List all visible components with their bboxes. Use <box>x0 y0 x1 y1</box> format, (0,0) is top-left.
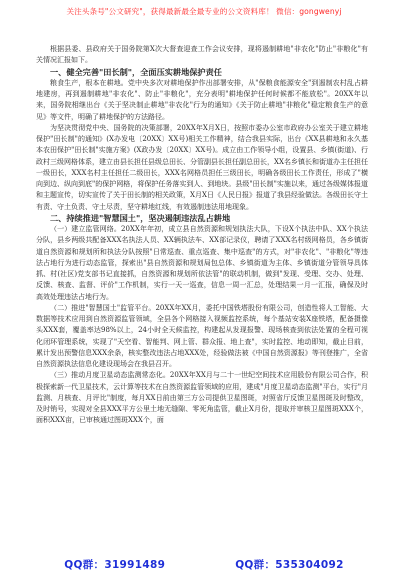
document-body <box>36 44 368 427</box>
section-1-paragraph-1: 粮食生产，根本在耕地。党中央多次对耕地保护作出部署安排，从"保粮食能源安全"到遏制农村乱占耕地建房，再到遏制耕地"非农化"、防止"非粮化"，充分表明"耕地保护任何时候都不能放松"。20XX年以来，国务院相继出台《关于坚决制止耕地"非农化"行为的通知》《关于防止耕地"非粮化"稳定粮食生产的意见》等文件，明确了耕地保护的方法路径。 <box>36 78 368 121</box>
footer <box>0 548 408 580</box>
section-2-paragraph-1: （一）建立监管网络。20XX年年初，成立县自然资源和规划执法大队，下设X个执法中队、XX个执法分队，县乡两级共配备XXX名执法人员、XX辆执法车、XX部记录仪，聘请了XXX名村级网格员，各乡镇街道自然资源和规划所和执法分队按照"日常巡查、重点巡查、集中巡查"的方式，对"非农化"、"非粮化"等违法占地行为进行动态监管，探索出"县自然资源和规划局包总体、乡镇街道为主体、乡镇街道分管领导具体抓、村(社区)党支部书记直接抓，自然资源和规划所依法管"的联动机制，做到"发现、受理、交办、处理、反馈、核查、监督、评价"工作机制，实行一天一巡查，信息一周一汇总，处理结果一月一汇报，确保及时高效处理违法占地行为。 <box>36 225 368 301</box>
section-2-paragraph-3: （三）推动月度卫星动态监测常态化。20XX年XX月与二十一世纪空间技术应用股份有限公司合作，积极探索新一代卫星技术，云计算等技术在自然资源监管领域的应用，建成"月度卫星动态监测"平台，实行"月监测、月核查、月评比"制度，每月XX日前由第三方公司提供卫星图斑，对照省厅反馈卫星图斑及时整改，及时销号，实现对全县XXX平方公里土地无缝隙、零死角监管，截止X月份，提取并审核卫星图斑XXX个，面积XXX亩，已审核通过图斑XXX个，面 <box>36 371 368 425</box>
section-1-heading: 一、健全完善"田长制"，全面压实耕地保护责任 <box>50 66 222 77</box>
section-2-paragraph-2: （二）推进"智慧国土"监管平台。20XX年XX月，委托中国铁塔股份有限公司，创造性将人工智能、大数据等技术应用到自然资源监管领域，全县各个网格接入视频监控系统，每个基站安装X座铁塔，配备摄像头XXX套，覆盖率达98%以上，24小时全天候监控，构建起从发现报警、现场核查到依法处置的全程可视化闭环管理系统，实现了"天空看、智能判、网上管、群众报、地上查"，实时监控、地动即知，截止目前，累计发出预警信息XXX余条，核实整改违法占地XXX处，经验做法被《中国自然资源报》等刊登推广，全省自然资源执法信息化建设现场会在我县召开。 <box>36 303 368 368</box>
section-1-paragraph-2: 为坚决贯彻党中央、国务院的决策部署，20XX年X月X日，按照市委办公室市政府办公室关于建立耕地保护"田长制"的通知》(X办发电〔20XX〕XX号)相关工作精神，结合我县实际，出台《XX县耕地和永久基本农田保护"田长制"实施方案》(X政办发〔20XX〕XX号)。成立由工作领导小组，设置县、乡镇(街道)、行政村三级网格体系，建立由县长担任县级总田长、分管副县长担任副总田长，XX名乡镇长和街道办主任担任一级田长，XXX名村主任担任二级田长，XXX名网格员担任三级田长，明确各级田长工作责任，形成了"横向到边、纵向到底"的保护网格，将保护任务落实到人、到地块。县级"田长制"实施以来，通过各级媒体报道和主题宣传，切实宣传了关于田长制的相关政策，X月X日《人民日报》报道了我县经验做法。各级田长守土有责、守土负责、守土尽责，坚守耕地红线，有效遏制违法用地现象。 <box>36 123 368 211</box>
top-banner <box>0 0 408 22</box>
banner-text: 关注头条号"公文研究"，获得最新最全最专业的公文资料库！ 微信：gongwenyj <box>66 6 342 16</box>
intro-paragraph: 根据县委、县政府关于国务院第X次大督查迎查工作会议安排，现将遏制耕地"非农化"防止"非粮化"有关情况汇报如下。 <box>36 45 368 65</box>
section-2-heading: 二、持续推进"智慧国土"，坚决遏制违法乱占耕地 <box>50 212 231 223</box>
footer-qq-left: QQ群：31991489 <box>64 558 166 571</box>
footer-qq-right: QQ群：535304092 <box>235 558 344 571</box>
